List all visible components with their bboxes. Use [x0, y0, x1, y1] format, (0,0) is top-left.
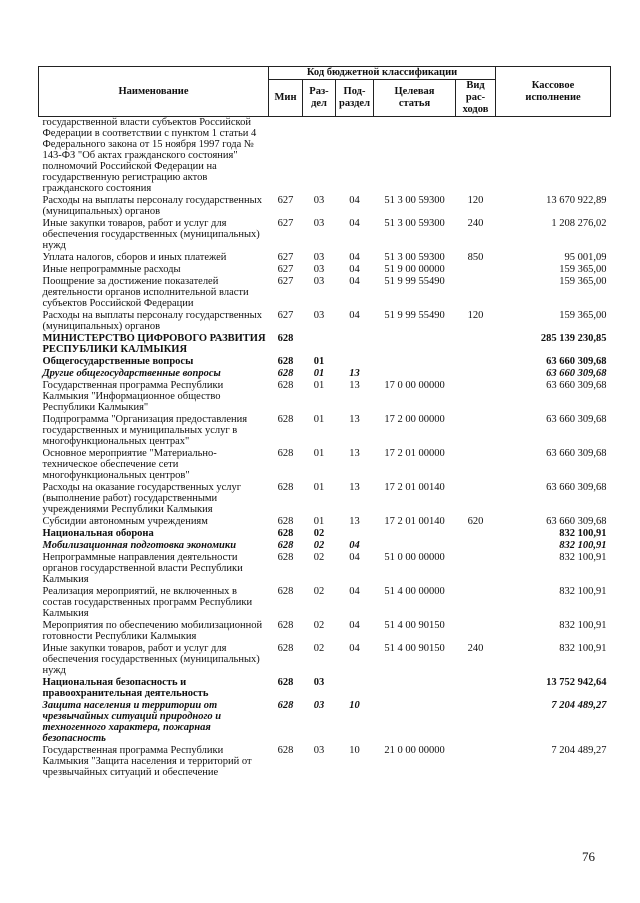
row-min: 628 [277, 333, 294, 344]
table-row [39, 194, 611, 217]
row-sum: 159 365,00 [559, 310, 607, 321]
row-podrazdel: 10 [349, 745, 360, 756]
row-razdel [303, 117, 336, 195]
row-razdel: 03 [313, 310, 325, 321]
table-row [39, 585, 611, 619]
row-razdel: 01 [313, 448, 325, 459]
header-vid: Вид рас- ходов [456, 80, 496, 117]
row-celevaya: 51 4 00 90150 [384, 620, 445, 631]
row-podrazdel [336, 676, 374, 699]
table-row [39, 642, 611, 676]
row-name: Подпрограмма "Организация предоставления государственных и муниципальных услуг в многофункциональных центрах" [42, 414, 248, 447]
row-celevaya: 51 4 00 00000 [384, 586, 445, 597]
row-razdel: 03 [313, 252, 325, 263]
row-razdel: 01 [313, 414, 325, 425]
row-podrazdel: 04 [349, 310, 360, 321]
row-vid [456, 263, 496, 275]
row-vid [456, 744, 496, 778]
table-row [39, 676, 611, 699]
row-podrazdel: 13 [349, 448, 360, 459]
row-name: Защита населения и территории от чрезвычайных ситуаций природного и техногенного характера, пожарная безопасность [42, 700, 222, 744]
row-min: 628 [277, 620, 294, 631]
row-razdel: 03 [313, 700, 325, 711]
header-celevaya: Целевая статья [374, 80, 456, 117]
row-min: 628 [277, 540, 294, 551]
row-celevaya [374, 539, 456, 551]
row-name: Иные закупки товаров, работ и услуг для обеспечения государственных (муниципальных) нужд [42, 218, 260, 251]
row-name: Поощрение за достижение показателей деятельности органов исполнительной власти субъектов Российской Федерации [42, 276, 249, 309]
table-row [39, 515, 611, 527]
row-min: 628 [277, 414, 294, 425]
row-razdel: 02 [313, 586, 325, 597]
budget-table [38, 66, 611, 778]
row-vid [456, 275, 496, 309]
row-sum: 63 660 309,68 [546, 482, 607, 493]
row-name: Расходы на выплаты персоналу государственных (муниципальных) органов [42, 195, 262, 217]
table-row [39, 481, 611, 515]
row-celevaya: 21 0 00 00000 [384, 745, 445, 756]
row-razdel: 03 [313, 677, 325, 688]
table-row [39, 117, 611, 195]
row-razdel: 03 [313, 264, 325, 275]
row-podrazdel: 04 [349, 264, 360, 275]
row-name: Мероприятия по обеспечению мобилизационной готовности Республики Калмыкия [42, 620, 263, 642]
row-vid [456, 585, 496, 619]
row-min [269, 117, 303, 195]
row-min: 627 [277, 264, 294, 275]
row-name: Государственная программа Республики Калмыкия "Информационное общество Республики Калмыкия" [42, 380, 224, 413]
table-row [39, 699, 611, 744]
row-min: 628 [277, 700, 294, 711]
row-sum: 832 100,91 [559, 528, 607, 539]
row-sum: 7 204 489,27 [551, 745, 607, 756]
row-vid [456, 539, 496, 551]
row-vid [456, 676, 496, 699]
row-podrazdel [336, 527, 374, 539]
table-body [39, 117, 611, 779]
row-razdel: 01 [313, 482, 325, 493]
row-min: 628 [277, 368, 294, 379]
row-celevaya [374, 332, 456, 355]
table-row [39, 367, 611, 379]
row-min: 628 [277, 356, 294, 367]
row-vid: 240 [467, 218, 484, 229]
header-kassa: Кассовое исполнение [496, 67, 611, 117]
row-vid [456, 619, 496, 642]
row-sum: 63 660 309,68 [546, 380, 607, 391]
row-podrazdel: 04 [349, 218, 360, 229]
row-name: Субсидии автономным учреждениям [42, 516, 208, 527]
row-sum: 285 139 230,85 [540, 333, 607, 344]
row-podrazdel: 04 [349, 276, 360, 287]
row-min: 628 [277, 745, 294, 756]
table-row [39, 619, 611, 642]
row-celevaya [374, 527, 456, 539]
row-vid [456, 447, 496, 481]
row-razdel: 01 [313, 368, 325, 379]
row-name: Непрограммные направления деятельности органов государственной власти Республики Калмыкия [42, 552, 243, 585]
row-razdel: 02 [313, 528, 325, 539]
row-min: 627 [277, 218, 294, 229]
row-min: 628 [277, 380, 294, 391]
row-sum: 832 100,91 [559, 540, 607, 551]
row-razdel: 02 [313, 620, 325, 631]
row-vid [456, 117, 496, 195]
row-razdel: 03 [313, 745, 325, 756]
row-min: 628 [277, 552, 294, 563]
row-podrazdel: 13 [349, 516, 360, 527]
row-vid [456, 367, 496, 379]
row-sum [496, 117, 611, 195]
row-celevaya: 51 4 00 90150 [384, 643, 445, 654]
header-razdel: Раз- дел [303, 80, 336, 117]
table-row [39, 263, 611, 275]
row-vid: 120 [467, 195, 484, 206]
row-podrazdel: 04 [349, 252, 360, 263]
row-name: Уплата налогов, сборов и иных платежей [42, 252, 227, 263]
row-celevaya: 51 0 00 00000 [384, 552, 445, 563]
row-celevaya: 51 9 99 55490 [384, 276, 445, 287]
row-celevaya: 17 0 00 00000 [384, 380, 445, 391]
row-min: 628 [277, 528, 294, 539]
row-sum: 63 660 309,68 [546, 356, 607, 367]
row-podrazdel: 04 [349, 586, 360, 597]
row-sum: 1 208 276,02 [551, 218, 607, 229]
row-name: Другие общегосударственные вопросы [42, 368, 221, 379]
table-row [39, 251, 611, 263]
table-row [39, 539, 611, 551]
row-celevaya: 17 2 01 00140 [384, 482, 445, 493]
row-min: 628 [277, 516, 294, 527]
row-name: Мобилизационная подготовка экономики [42, 540, 237, 551]
row-razdel: 02 [313, 552, 325, 563]
row-podrazdel: 13 [349, 368, 360, 379]
row-razdel: 03 [313, 276, 325, 287]
row-celevaya [374, 699, 456, 744]
row-celevaya: 17 2 00 00000 [384, 414, 445, 425]
row-vid [456, 379, 496, 413]
row-sum: 63 660 309,68 [546, 414, 607, 425]
row-celevaya: 51 3 00 59300 [384, 218, 445, 229]
row-razdel: 01 [313, 516, 325, 527]
row-min: 627 [277, 195, 294, 206]
header-name: Наименование [39, 67, 269, 117]
row-podrazdel [336, 117, 374, 195]
row-sum: 13 670 922,89 [546, 195, 607, 206]
row-min: 628 [277, 586, 294, 597]
row-podrazdel: 04 [349, 540, 360, 551]
row-min: 627 [277, 310, 294, 321]
table-header [39, 67, 611, 117]
row-razdel: 01 [313, 380, 325, 391]
header-min: Мин [269, 80, 303, 117]
row-name: Реализация мероприятий, не включенных в состав государственных программ Республики Калмыкия [42, 586, 253, 619]
row-celevaya: 51 3 00 59300 [384, 195, 445, 206]
row-min: 628 [277, 448, 294, 459]
row-vid [456, 413, 496, 447]
row-celevaya [374, 117, 456, 195]
row-razdel: 02 [313, 643, 325, 654]
row-sum: 7 204 489,27 [551, 700, 607, 711]
row-vid: 120 [467, 310, 484, 321]
row-sum: 159 365,00 [559, 276, 607, 287]
row-vid: 240 [467, 643, 484, 654]
header-code-group: Код бюджетной классификации [269, 67, 496, 80]
row-min: 627 [277, 252, 294, 263]
row-vid [456, 699, 496, 744]
row-celevaya: 51 9 00 00000 [384, 264, 445, 275]
row-sum: 13 752 942,64 [546, 677, 607, 688]
row-podrazdel: 13 [349, 482, 360, 493]
row-razdel [303, 332, 336, 355]
row-celevaya: 17 2 01 00140 [384, 516, 445, 527]
row-name: Основное мероприятие "Материально-техническое обеспечение сети многофункциональных центров" [42, 448, 217, 481]
row-name: Общегосударственные вопросы [42, 356, 194, 367]
row-sum: 832 100,91 [559, 552, 607, 563]
table-row [39, 447, 611, 481]
row-sum: 63 660 309,68 [546, 516, 607, 527]
table-row [39, 527, 611, 539]
row-celevaya: 51 9 99 55490 [384, 310, 445, 321]
row-name: государственной власти субъектов Российской Федерации в соответствии с пунктом 1 статьи 4 Федерального закона от 15 ноября 1997 года № 143-ФЗ "Об актах гражданского состояния" полномочий Российской Федерации на государственную регистрацию актов гражданского состояния [42, 117, 257, 194]
row-min: 627 [277, 276, 294, 287]
table-row [39, 355, 611, 367]
row-sum: 63 660 309,68 [546, 368, 607, 379]
row-name: Национальная оборона [42, 528, 154, 539]
row-podrazdel: 10 [349, 700, 360, 711]
row-celevaya [374, 676, 456, 699]
row-sum: 63 660 309,68 [546, 448, 607, 459]
row-min: 628 [277, 643, 294, 654]
row-vid [456, 332, 496, 355]
row-podrazdel: 04 [349, 195, 360, 206]
row-name: Национальная безопасность и правоохранительная деятельность [42, 677, 209, 699]
row-min: 628 [277, 677, 294, 688]
row-celevaya: 51 3 00 59300 [384, 252, 445, 263]
row-sum: 159 365,00 [559, 264, 607, 275]
table-row [39, 332, 611, 355]
table-row [39, 379, 611, 413]
table-row [39, 217, 611, 251]
row-sum: 832 100,91 [559, 586, 607, 597]
row-podrazdel: 04 [349, 552, 360, 563]
row-name: МИНИСТЕРСТВО ЦИФРОВОГО РАЗВИТИЯ РЕСПУБЛИКИ КАЛМЫКИЯ [42, 333, 266, 355]
row-name: Иные закупки товаров, работ и услуг для обеспечения государственных (муниципальных) нужд [42, 643, 260, 676]
row-podrazdel: 04 [349, 643, 360, 654]
row-podrazdel: 13 [349, 380, 360, 391]
header-podrazdel: Под- раздел [336, 80, 374, 117]
page-number: 76 [582, 849, 595, 864]
table-row [39, 551, 611, 585]
row-sum: 832 100,91 [559, 620, 607, 631]
row-name: Расходы на выплаты персоналу государственных (муниципальных) органов [42, 310, 262, 332]
row-name: Государственная программа Республики Калмыкия "Защита населения и территорий от чрезвычайных ситуаций и обеспечение [42, 745, 252, 778]
row-vid [456, 551, 496, 585]
row-vid [456, 527, 496, 539]
row-name: Расходы на оказание государственных услуг (выполнение работ) государственными учреждениями Республики Калмыкия [42, 482, 242, 515]
row-podrazdel: 13 [349, 414, 360, 425]
table-row [39, 309, 611, 332]
row-sum: 95 001,09 [564, 252, 607, 263]
row-razdel: 02 [313, 540, 325, 551]
row-razdel: 01 [313, 356, 325, 367]
row-podrazdel: 04 [349, 620, 360, 631]
table-row [39, 744, 611, 778]
row-celevaya [374, 355, 456, 367]
row-name: Иные непрограммные расходы [42, 264, 181, 275]
row-vid [456, 355, 496, 367]
row-min: 628 [277, 482, 294, 493]
table-row [39, 275, 611, 309]
row-razdel: 03 [313, 195, 325, 206]
row-sum: 832 100,91 [559, 643, 607, 654]
row-celevaya [374, 367, 456, 379]
row-razdel: 03 [313, 218, 325, 229]
row-podrazdel [336, 355, 374, 367]
table-row [39, 413, 611, 447]
row-vid: 620 [467, 516, 484, 527]
row-celevaya: 17 2 01 00000 [384, 448, 445, 459]
row-vid [456, 481, 496, 515]
row-podrazdel [336, 332, 374, 355]
row-vid: 850 [467, 252, 484, 263]
